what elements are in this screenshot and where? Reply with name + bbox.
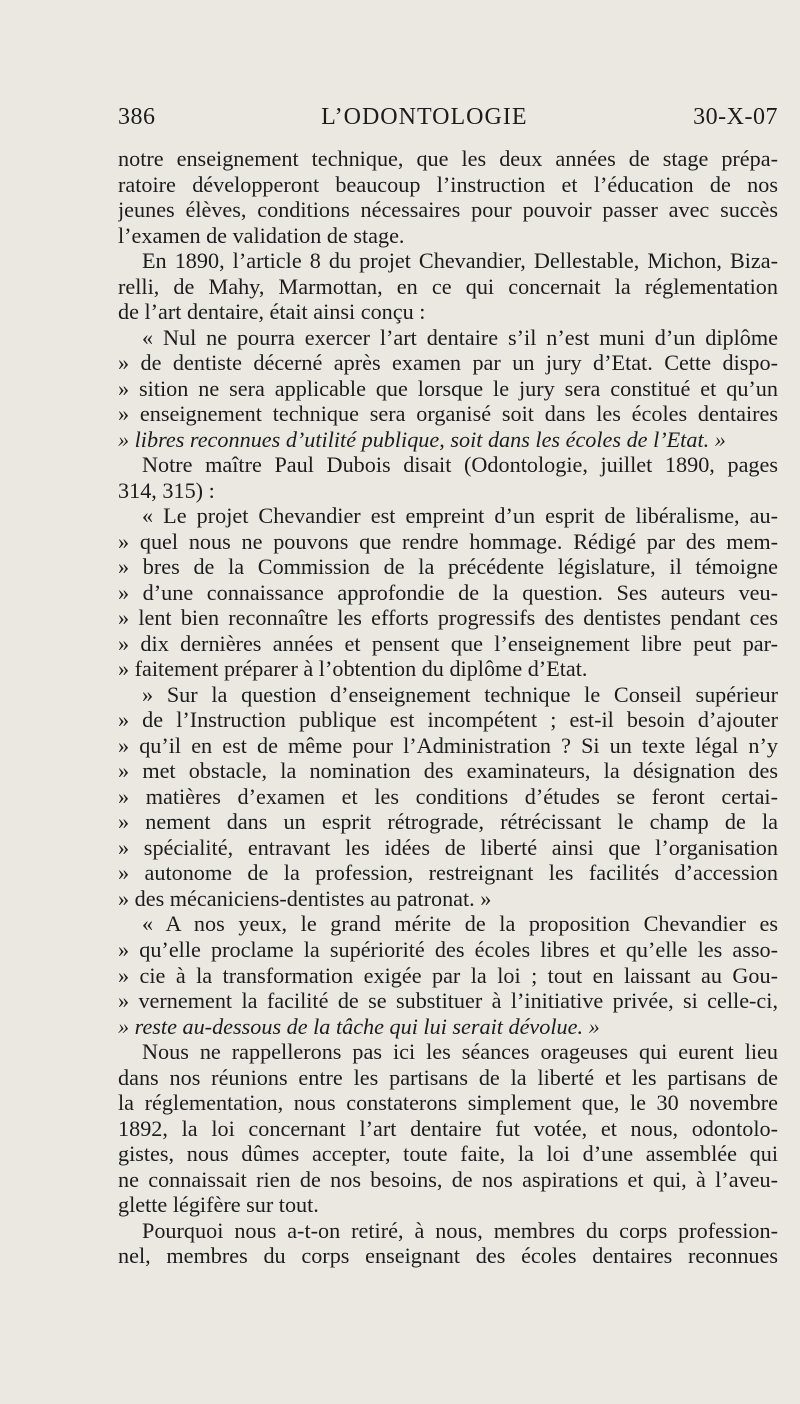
quote-line: » spécialité, entravant les idées de liberté ainsi que l’organisation [118, 834, 778, 860]
quote-line: » de l’Instruction publique est incompétent ; est-il besoin d’ajouter [118, 707, 778, 733]
quote-line: » vernement la facilité de se substituer à l’initiative privée, si celle-ci, [118, 988, 778, 1014]
text-line: En 1890, l’article 8 du projet Chevandier, Dellestable, Michon, Biza- [142, 248, 778, 274]
quote-line: » cie à la transformation exigée par la loi ; tout en laissant au Gou- [118, 962, 778, 988]
text-line: ratoire développeront beaucoup l’instruction et l’éducation de nos [118, 171, 778, 197]
text-line: 1892, la loi concernant l’art dentaire fut votée, et nous, odontolo- [118, 1115, 778, 1141]
text-line: gistes, nous dûmes accepter, toute faite, la loi d’une assemblée qui [118, 1141, 778, 1167]
quote-line: » qu’il en est de même pour l’Administration ? Si un texte légal n’y [118, 732, 778, 758]
quote-line: » enseignement technique sera organisé soit dans les écoles dentaires [118, 401, 778, 427]
text-line: Notre maître Paul Dubois disait (Odontologie, juillet 1890, pages [142, 452, 778, 478]
running-header [118, 104, 778, 131]
page-number: 386 [118, 104, 156, 130]
quote-line: » quel nous ne pouvons que rendre hommage. Rédigé par des mem- [118, 528, 778, 554]
quote-line: » met obstacle, la nomination des examinateurs, la désignation des [118, 758, 778, 784]
quote-line: « Nul ne pourra exercer l’art dentaire s’il n’est muni d’un diplôme [142, 324, 778, 350]
text-line: l’examen de validation de stage. [118, 222, 405, 248]
text-line: jeunes élèves, conditions nécessaires pour pouvoir passer avec succès [118, 197, 778, 223]
quote-line: » d’une connaissance approfondie de la question. Ses auteurs veu- [118, 579, 778, 605]
quote-line: » de dentiste décerné après examen par un jury d’Etat. Cette dispo- [118, 350, 778, 376]
quote-line: » bres de la Commission de la précédente législature, il témoigne [118, 554, 778, 580]
quote-line: » matières d’examen et les conditions d’études se feront certai- [118, 783, 778, 809]
running-title: L’ODONTOLOGIE [321, 104, 528, 130]
quote-line: « Le projet Chevandier est empreint d’un esprit de libéralisme, au- [142, 503, 778, 529]
quote-line: » dix dernières années et pensent que l’enseignement libre peut par- [118, 630, 778, 656]
text-line: de l’art dentaire, était ainsi conçu : [118, 299, 426, 325]
quote-line: » des mécaniciens-dentistes au patronat. » [118, 885, 492, 911]
quote-line: » qu’elle proclame la supériorité des écoles libres et qu’elle les asso- [118, 936, 778, 962]
quote-line: « A nos yeux, le grand mérite de la proposition Chevandier es [142, 911, 778, 937]
body-text [118, 146, 778, 1269]
quote-line: » nement dans un esprit rétrograde, rétrécissant le champ de la [118, 809, 778, 835]
quote-line: » faitement préparer à l’obtention du diplôme d’Etat. [118, 656, 588, 682]
quote-line: » sition ne sera applicable que lorsque le jury sera constitué et qu’un [118, 375, 778, 401]
text-line: dans nos réunions entre les partisans de la liberté et les partisans de [118, 1064, 778, 1090]
issue-date: 30-X-07 [693, 104, 778, 130]
text-line: relli, de Mahy, Marmottan, en ce qui concernait la réglementation [118, 273, 778, 299]
text-line: Nous ne rappellerons pas ici les séances orageuses qui eurent lieu [142, 1039, 778, 1065]
text-line: Pourquoi nous a-t-on retiré, à nous, membres du corps profession- [142, 1217, 778, 1243]
quote-line: » lent bien reconnaître les efforts progressifs des dentistes pendant ces [118, 605, 778, 631]
quote-line: » autonome de la profession, restreignant les facilités d’accession [118, 860, 778, 886]
text-line: 314, 315) : [118, 477, 215, 503]
text-line: nel, membres du corps enseignant des écoles dentaires reconnues [118, 1243, 778, 1269]
text-line: glette légifère sur tout. [118, 1192, 319, 1218]
quote-line: » reste au-dessous de la tâche qui lui serait dévolue. » [118, 1013, 600, 1039]
quote-line: » Sur la question d’enseignement technique le Conseil supérieur [142, 681, 778, 707]
quote-line: » libres reconnues d’utilité publique, soit dans les écoles de l’Etat. » [118, 426, 726, 452]
text-line: la réglementation, nous constaterons simplement que, le 30 novembre [118, 1090, 778, 1116]
text-line: notre enseignement technique, que les deux années de stage prépa- [118, 146, 778, 171]
text-line: ne connaissait rien de nos besoins, de nos aspirations et qui, à l’aveu- [118, 1166, 778, 1192]
